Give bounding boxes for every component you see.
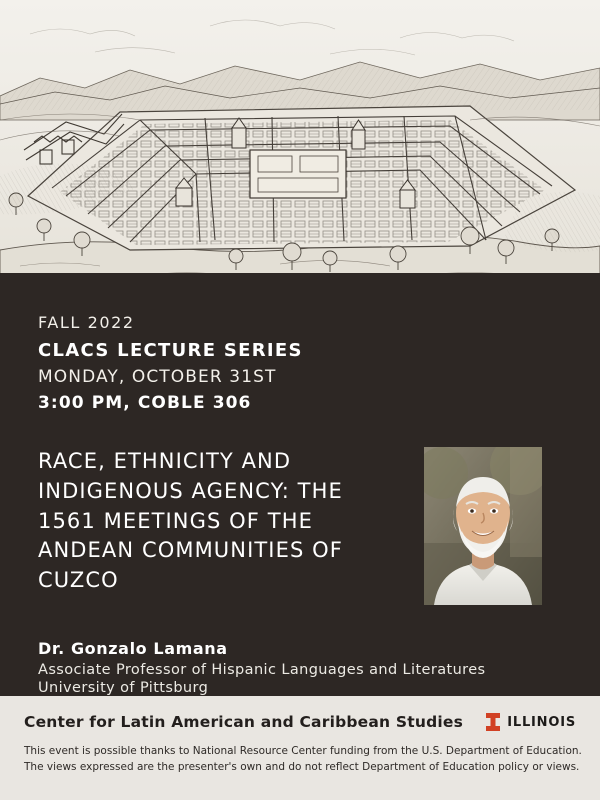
speaker-block	[38, 639, 562, 696]
speaker-name: Dr. Gonzalo Lamana	[38, 639, 228, 658]
illinois-logo	[485, 712, 576, 732]
event-date: MONDAY, OCTOBER 31ST	[38, 367, 277, 387]
funding-disclaimer	[24, 744, 582, 776]
semester-label: FALL 2022	[38, 313, 135, 332]
talk-row	[38, 447, 562, 605]
block-i-icon	[485, 712, 501, 732]
footer-top-row	[24, 712, 576, 732]
event-time-location: 3:00 PM, COBLE 306	[38, 393, 252, 413]
central-plaza	[250, 150, 346, 198]
speaker-affiliation: University of Pittsburg	[38, 680, 209, 696]
center-name: Center for Latin American and Caribbean Studies	[24, 713, 464, 731]
portrait-illustration	[424, 447, 542, 605]
artwork-engraving	[0, 0, 600, 273]
series-title: CLACS LECTURE SERIES	[38, 340, 303, 361]
illinois-logo-text: ILLINOIS	[507, 714, 576, 730]
disclaimer-line-1: This event is possible thanks to National Resource Center funding from the U.S. Department of Education.	[24, 745, 582, 757]
poster-footer	[0, 696, 600, 800]
talk-title: RACE, ETHNICITY AND INDIGENOUS AGENCY: THE 1561 MEETINGS OF THE ANDEAN COMMUNITIES OF CUZCO	[38, 449, 343, 593]
speaker-portrait	[424, 447, 542, 605]
engraving-illustration	[0, 0, 600, 273]
disclaimer-line-2: The views expressed are the presenter's own and do not reflect Department of Education policy or views.	[24, 760, 580, 773]
speaker-title: Associate Professor of Hispanic Languages and Literatures	[38, 662, 486, 678]
event-details-panel	[0, 273, 600, 696]
